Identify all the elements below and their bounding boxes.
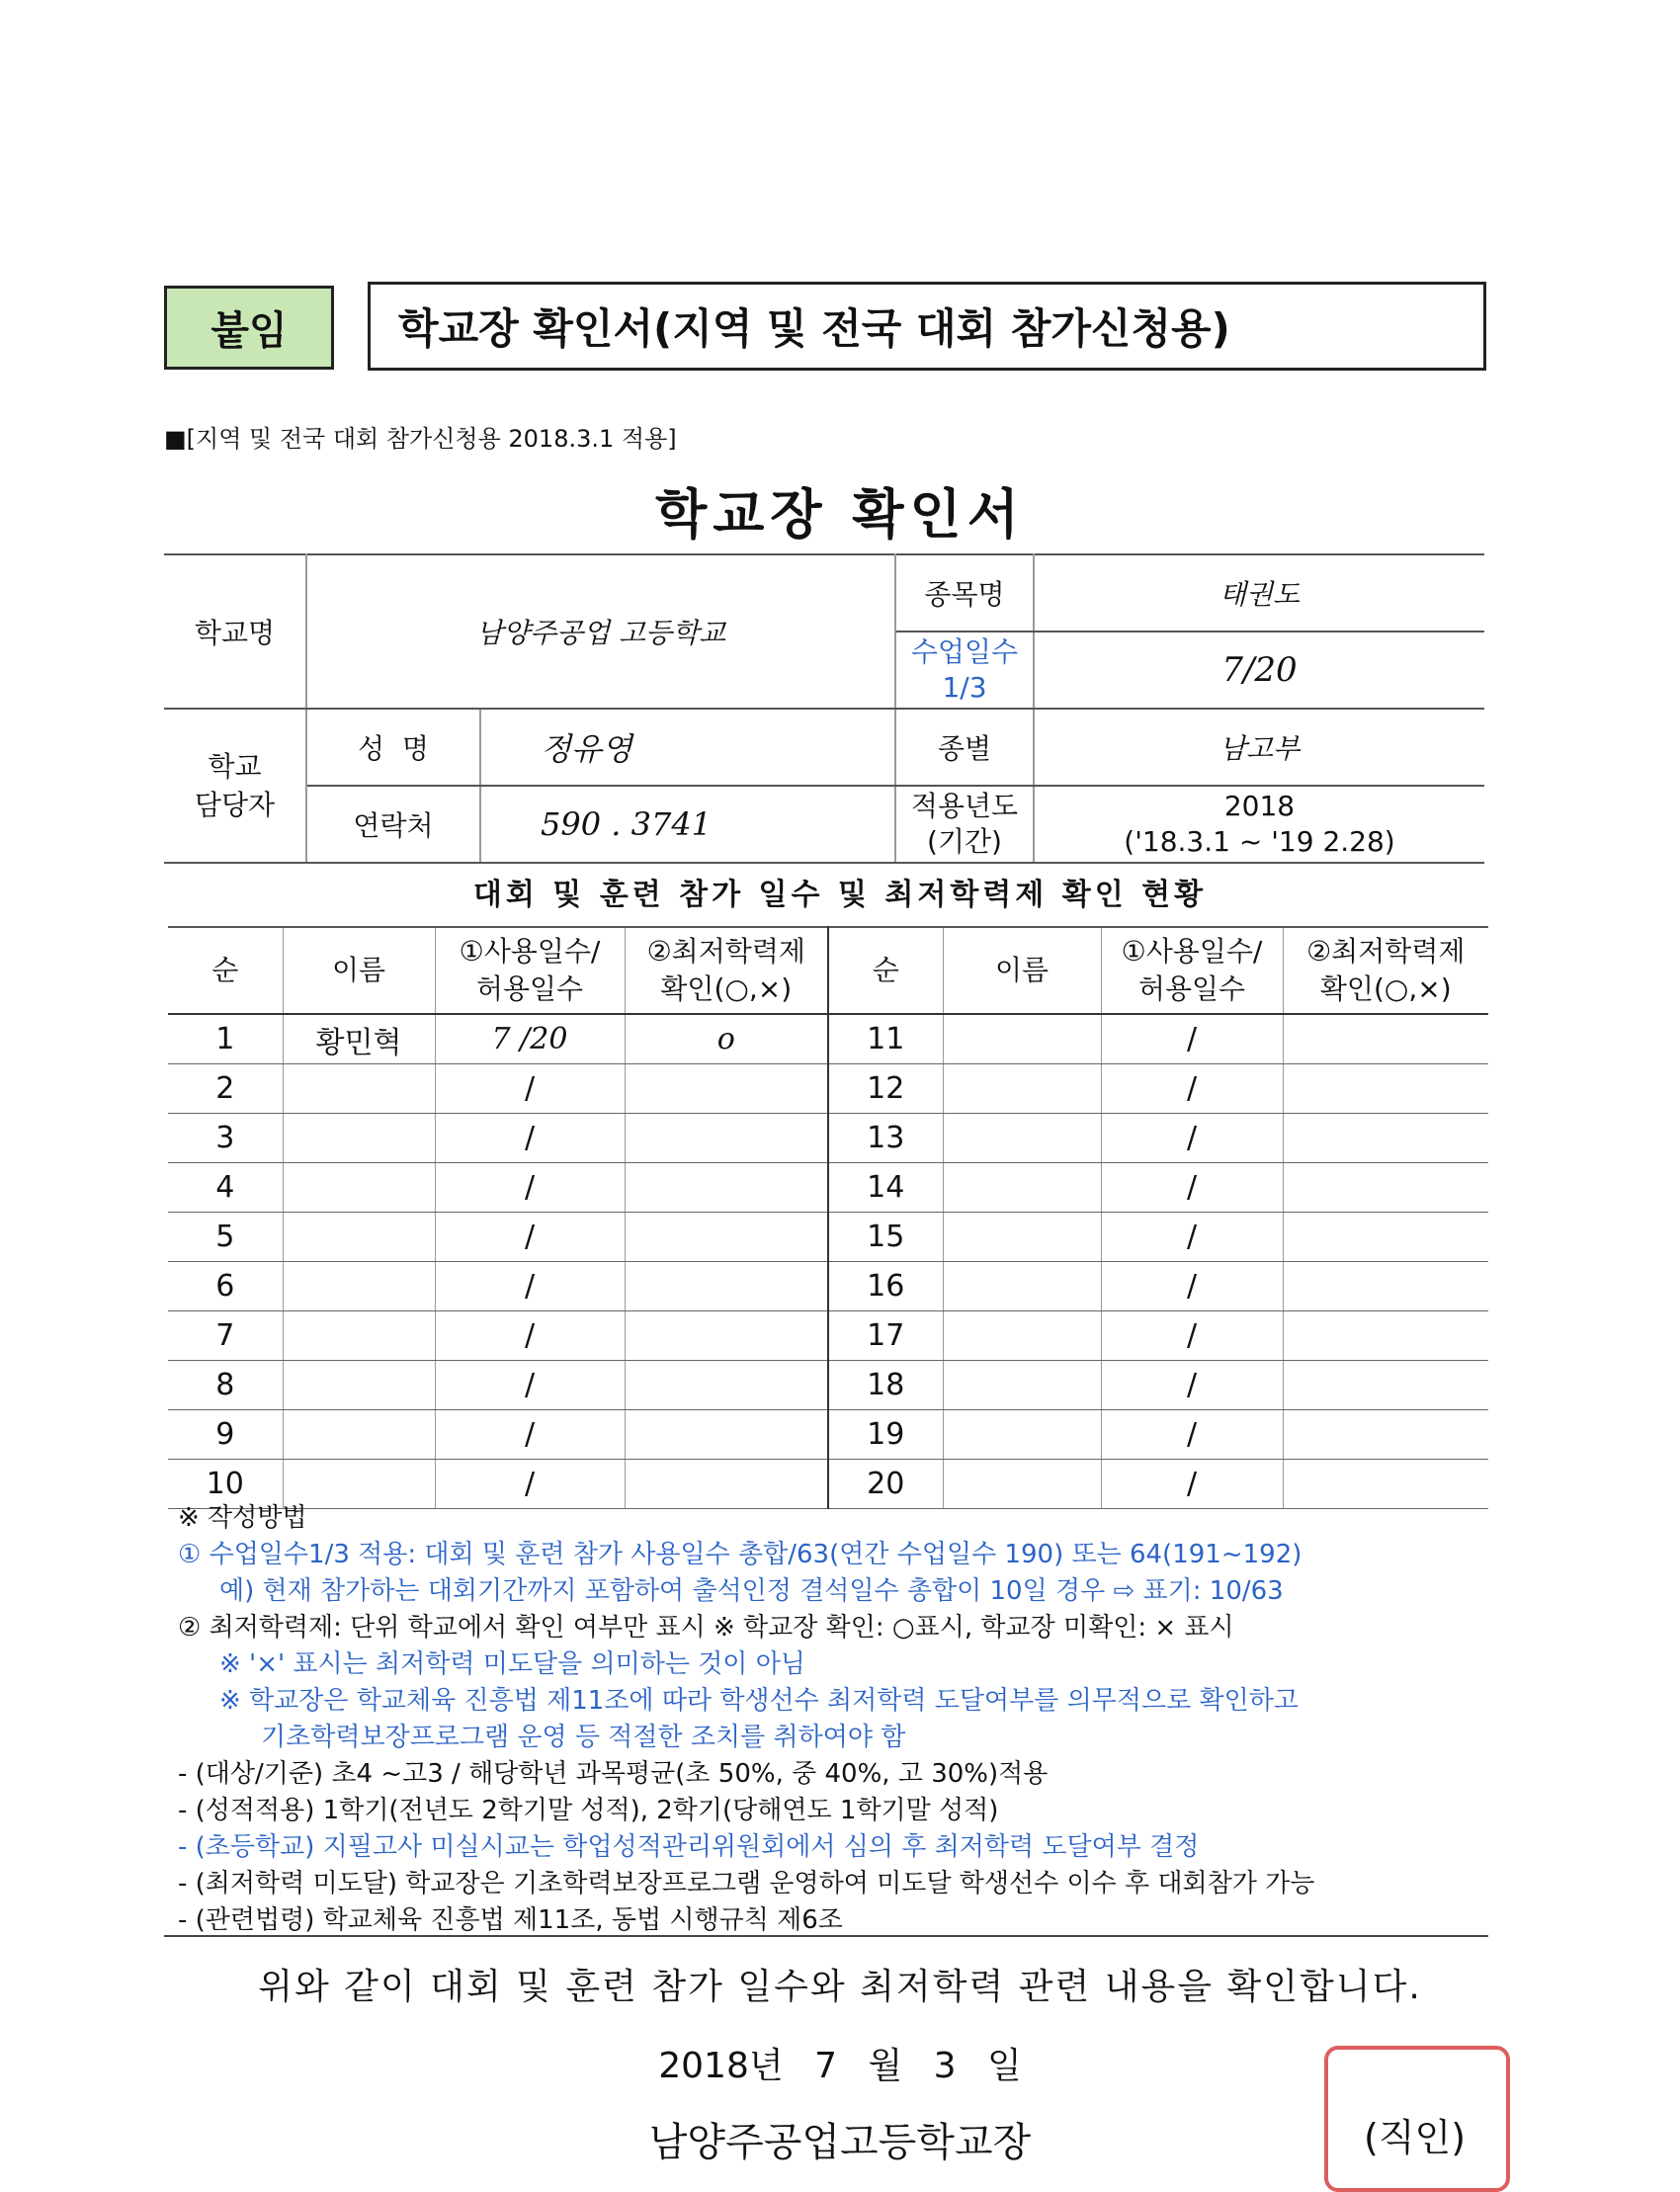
table-cell-check [625,1114,828,1163]
year-label: 적용년도 (기간) [895,786,1034,863]
table-cell-name [283,1262,435,1311]
detail-5: - (관련법령) 학교체육 진흥법 제11조, 동법 시행규칙 제6조 [178,1905,843,1935]
table-row [168,1014,1488,1064]
table-row [168,1114,1488,1163]
table-cell-name2 [943,1163,1101,1213]
table-cell-days2: / [1101,1014,1283,1064]
table-cell-check: o [625,1014,828,1064]
category-label: 종별 [895,709,1034,786]
table-cell-no: 2 [168,1064,283,1114]
table-cell-name2 [943,1064,1101,1114]
column-header: ②최저학력제 확인(○,×) [1283,927,1488,1014]
column-header: ②최저학력제 확인(○,×) [625,927,828,1014]
section-title: 대회 및 훈련 참가 일수 및 최저학력제 확인 현황 [472,878,1208,912]
note-2d: 기초학력보장프로그램 운영 등 적절한 조치를 취하여야 함 [261,1723,906,1752]
table-cell-check2 [1283,1064,1488,1114]
divider [164,1935,1488,1937]
table-cell-name [283,1410,435,1460]
table-cell-no: 9 [168,1410,283,1460]
contact-label: 연락처 [306,786,480,863]
table-cell-days2: / [1101,1262,1283,1311]
table-cell-days2: / [1101,1064,1283,1114]
column-header: 이름 [283,927,435,1014]
table-cell-check [625,1262,828,1311]
table-cell-check2 [1283,1410,1488,1460]
table-cell-check [625,1163,828,1213]
attachment-tag: 붙임 [164,286,334,370]
table-cell-check2 [1283,1262,1488,1311]
table-row [168,1213,1488,1262]
table-cell-no2: 11 [828,1014,943,1064]
sport-label: 종목명 [895,554,1034,632]
table-cell-check2 [1283,1213,1488,1262]
table-cell-name [283,1064,435,1114]
table-cell-days: / [435,1163,625,1213]
note-1a: ① 수업일수1/3 적용: 대회 및 훈련 참가 사용일수 총합/63(연간 수업일수 190) 또는 64(191~192) [178,1540,1302,1569]
signer: 남양주공업고등학교장 [648,2120,1032,2165]
table-cell-no: 5 [168,1213,283,1262]
detail-4: - (최저학력 미도달) 학교장은 기초학력보장프로그램 운영하여 미도달 학생선수 이수 후 대회참가 가능 [178,1869,1315,1898]
instructions [178,1500,1502,1939]
note-2c: ※ 학교장은 학교체육 진흥법 제11조에 따라 학생선수 최저학력 도달여부를 의무적으로 확인하고 [219,1686,1299,1716]
table-cell-no: 3 [168,1114,283,1163]
table-cell-days2: / [1101,1410,1283,1460]
table-cell-name2 [943,1311,1101,1361]
table-cell-days: / [435,1213,625,1262]
name-label: 성 명 [306,709,480,786]
table-cell-name [283,1311,435,1361]
table-cell-days: 7 /20 [435,1014,625,1064]
table-cell-check2 [1283,1163,1488,1213]
table-row [168,1163,1488,1213]
table-cell-days: / [435,1262,625,1311]
school-label: 학교명 [164,554,306,709]
column-header: 순 [168,927,283,1014]
table-row [168,1410,1488,1460]
table-cell-no: 6 [168,1262,283,1311]
table-cell-name2 [943,1014,1101,1064]
table-cell-check [625,1064,828,1114]
table-cell-name2 [943,1262,1101,1311]
class-days-value: 7/20 [1034,632,1484,709]
table-cell-name [283,1163,435,1213]
table-cell-days2: / [1101,1213,1283,1262]
table-cell-days: / [435,1460,625,1509]
table-cell-name2 [943,1361,1101,1410]
table-cell-no2: 14 [828,1163,943,1213]
table-cell-days: / [435,1361,625,1410]
table-cell-check [625,1361,828,1410]
page-title: 학교장 확인서 [655,483,1025,546]
table-cell-days: / [435,1064,625,1114]
contact-value: 590 . 3741 [480,786,895,863]
table-cell-check2 [1283,1014,1488,1064]
table-cell-no: 4 [168,1163,283,1213]
confirmation-text: 위와 같이 대회 및 훈련 참가 일수와 최저학력 관련 내용을 확인합니다. [258,1967,1422,2007]
info-table [164,553,1484,864]
table-cell-check [625,1213,828,1262]
table-cell-no2: 19 [828,1410,943,1460]
column-header: ①사용일수/ 허용일수 [1101,927,1283,1014]
table-cell-days: / [435,1114,625,1163]
table-cell-no2: 13 [828,1114,943,1163]
table-cell-check2 [1283,1114,1488,1163]
table-cell-days2: / [1101,1114,1283,1163]
table-row [168,1262,1488,1311]
detail-2: - (성적적용) 1학기(전년도 2학기말 성적), 2학기(당해연도 1학기말 성적) [178,1796,999,1825]
applicability-note: ■[지역 및 전국 대회 참가신청용 2018.3.1 적용] [164,425,677,453]
table-cell-check [625,1311,828,1361]
table-row [168,1361,1488,1410]
note-1b: 예) 현재 참가하는 대회기간까지 포함하여 출석인정 결석일수 총합이 10일 경우 ⇨ 표기: 10/63 [219,1576,1284,1606]
detail-3: - (초등학교) 지필고사 미실시교는 학업성적관리위원회에서 심의 후 최저학력 도달여부 결정 [178,1832,1200,1862]
table-cell-days2: / [1101,1163,1283,1213]
table-cell-no2: 16 [828,1262,943,1311]
table-cell-no2: 12 [828,1064,943,1114]
table-cell-check2 [1283,1361,1488,1410]
table-cell-days: / [435,1311,625,1361]
table-cell-name2 [943,1213,1101,1262]
table-cell-name [283,1213,435,1262]
table-cell-name [283,1114,435,1163]
table-cell-name2 [943,1410,1101,1460]
table-cell-days2: / [1101,1460,1283,1509]
table-cell-no2: 20 [828,1460,943,1509]
notes-heading: ※ 작성방법 [178,1503,307,1533]
table-cell-no: 8 [168,1361,283,1410]
school-value: 남양주공업 고등학교 [306,554,895,709]
note-2b: ※ '×' 표시는 최저학력 미도달을 의미하는 것이 아님 [219,1649,805,1679]
header-title: 학교장 확인서(지역 및 전국 대회 참가신청용) [368,282,1486,371]
table-cell-name [283,1361,435,1410]
date: 2018년 7 월 3 일 [658,2046,1022,2086]
table-cell-days: / [435,1410,625,1460]
table-cell-no2: 18 [828,1361,943,1410]
table-cell-name: 황민혁 [283,1014,435,1064]
column-header: 순 [828,927,943,1014]
year-value: 2018 ('18.3.1 ~ '19 2.28) [1034,786,1484,863]
staff-label: 학교 담당자 [164,709,306,863]
note-2a: ② 최저학력제: 단위 학교에서 확인 여부만 표시 ※ 학교장 확인: ○표시, 학교장 미확인: × 표시 [178,1613,1234,1643]
column-header: 이름 [943,927,1101,1014]
table-cell-no2: 15 [828,1213,943,1262]
table-cell-no2: 17 [828,1311,943,1361]
column-header: ①사용일수/ 허용일수 [435,927,625,1014]
table-cell-no: 7 [168,1311,283,1361]
table-row [168,1311,1488,1361]
class-days-label: 수업일수 1/3 [895,632,1034,709]
table-cell-no: 10 [168,1460,283,1509]
table-cell-check [625,1410,828,1460]
table-cell-no: 1 [168,1014,283,1064]
table-cell-days2: / [1101,1311,1283,1361]
table-cell-days2: / [1101,1361,1283,1410]
participation-table [168,926,1488,1509]
staff-name-value: 정유영 [480,709,895,786]
table-row [168,1064,1488,1114]
detail-1: - (대상/기준) 초4 ~고3 / 해당학년 과목평균(초 50%, 중 40%, 고 30%)적용 [178,1759,1049,1789]
table-cell-name2 [943,1114,1101,1163]
seal-label: (직인) [1364,2116,1467,2159]
sport-value: 태권도 [1034,554,1484,632]
table-cell-check2 [1283,1311,1488,1361]
category-value: 남고부 [1034,709,1484,786]
